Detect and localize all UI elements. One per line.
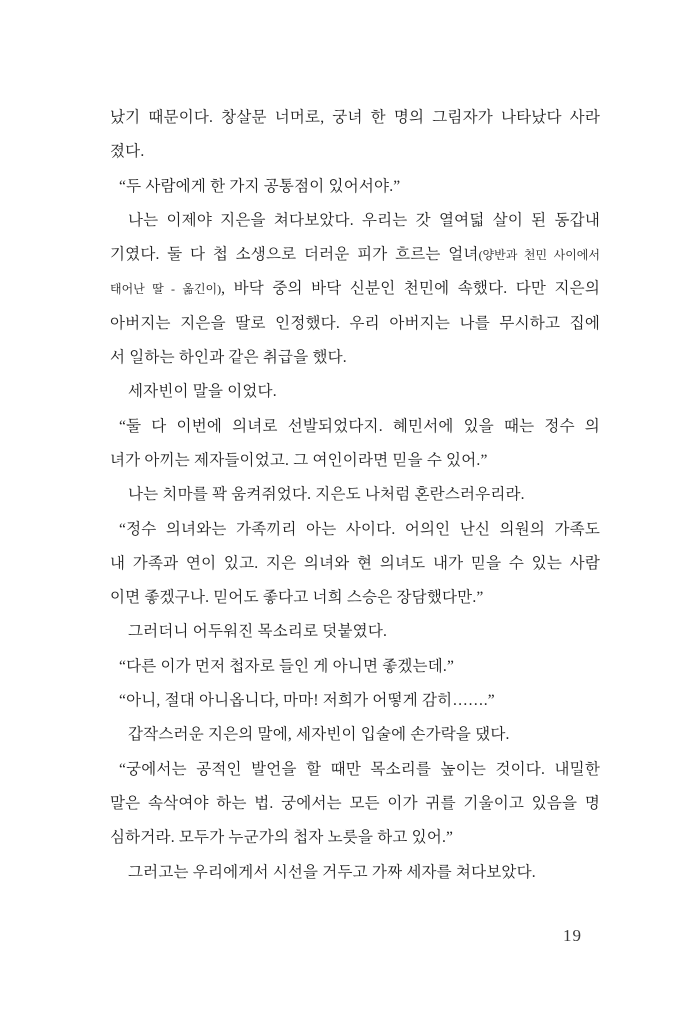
text-segment: 심하거라. 모두가 누군가의 첩자 노릇을 하고 있어.”	[110, 829, 454, 847]
page-number: 19	[563, 926, 582, 945]
text-segment: “궁에서는 공적인 발언을 할 때만 목소리를 높이는 것이다. 내밀한	[119, 760, 600, 778]
translator-note: (양반과 천민 사이에서	[478, 248, 600, 263]
text-segment: “두 사람에게 한 가지 공통점이 있어서야.”	[119, 177, 401, 195]
text-line	[110, 478, 600, 512]
body-text	[110, 101, 600, 890]
text-segment: , 바닥 중의 바닥 신분인 천민에 속했다. 다만 지은의	[221, 280, 600, 298]
text-segment: “둘 다 이번에 의녀로 선발되었다지. 혜민서에 있을 때는 정수 의	[119, 417, 600, 435]
text-segment: “아니, 절대 아니옵니다, 마마! 저희가 어떻게 감히…….”	[119, 692, 495, 710]
text-line	[110, 410, 600, 444]
text-line	[110, 753, 600, 787]
text-segment: 말은 속삭여야 하는 법. 궁에서는 모든 이가 귀를 기울이고 있음을 명	[110, 794, 600, 812]
text-segment: “정수 의녀와는 가족끼리 아는 사이다. 어의인 난신 의원의 가족도	[119, 520, 600, 538]
text-segment: 내 가족과 연이 있고. 지은 의녀와 현 의녀도 내가 믿을 수 있는 사람	[110, 554, 600, 572]
text-segment: 세자빈이 말을 이었다.	[128, 383, 277, 401]
text-line	[110, 170, 600, 204]
text-line	[110, 341, 600, 375]
text-segment: 이면 좋겠구나. 믿어도 좋다고 너희 스승은 장담했다만.”	[110, 589, 484, 607]
text-line	[110, 238, 600, 272]
text-line	[110, 615, 600, 649]
text-segment: 났기 때문이다. 창살문 너머로, 궁녀 한 명의 그림자가 나타났다 사라	[110, 109, 600, 126]
text-segment: 나는 이제야 지은을 쳐다보았다. 우리는 갓 열여덟 살이 된 동갑내	[128, 211, 600, 229]
text-line	[110, 101, 600, 135]
text-segment: 기였다. 둘 다 첩 소생으로 더러운 피가 흐르는 얼녀	[110, 246, 479, 264]
text-line	[110, 581, 600, 615]
text-line	[110, 718, 600, 752]
text-line	[110, 444, 600, 478]
text-line	[110, 307, 600, 341]
text-segment: “다른 이가 먼저 첩자로 들인 게 아니면 좋겠는데.”	[119, 657, 455, 675]
text-segment: 서 일하는 하인과 같은 취급을 했다.	[110, 349, 347, 367]
text-segment: 나는 치마를 꽉 움켜쥐었다. 지은도 나처럼 혼란스러우리라.	[128, 486, 525, 504]
text-segment: 졌다.	[110, 143, 145, 161]
text-line	[110, 204, 600, 238]
text-segment: 녀가 아끼는 제자들이었고. 그 여인이라면 믿을 수 있어.”	[110, 451, 488, 469]
translator-note: 태어난 딸 - 옮긴이)	[110, 282, 222, 297]
text-line	[110, 821, 600, 855]
text-line	[110, 547, 600, 581]
text-line	[110, 513, 600, 547]
text-segment: 아버지는 지은을 딸로 인정했다. 우리 아버지는 나를 무시하고 집에	[110, 314, 600, 332]
text-line	[110, 272, 600, 306]
text-line	[110, 375, 600, 409]
text-segment: 그러고는 우리에게서 시선을 거두고 가짜 세자를 쳐다보았다.	[128, 863, 536, 881]
text-line	[110, 135, 600, 169]
text-line	[110, 684, 600, 718]
text-line	[110, 856, 600, 890]
text-segment: 그러더니 어두워진 목소리로 덧붙였다.	[128, 623, 388, 641]
text-line	[110, 650, 600, 684]
text-line	[110, 787, 600, 821]
text-segment: 갑작스러운 지은의 말에, 세자빈이 입술에 손가락을 댔다.	[128, 726, 510, 744]
